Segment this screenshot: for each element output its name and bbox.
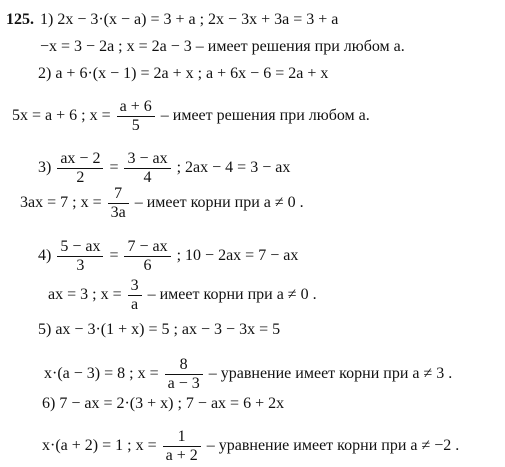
line-7 [38, 238, 298, 275]
line-2 [40, 37, 405, 57]
line-12-denominator: a + 2 [165, 447, 198, 464]
line-7-prefix: 4) [38, 247, 56, 265]
line-5-fraction-2-denominator: 4 [143, 169, 152, 186]
line-4-suffix: – имеет решения при любом a. [156, 107, 370, 125]
line-10-numerator: 8 [165, 356, 203, 375]
line-5-fraction-1-numerator: ax − 2 [57, 150, 103, 169]
line-5-prefix: 3) [38, 159, 56, 177]
line-10 [44, 356, 452, 393]
line-4-numerator: a + 6 [117, 98, 155, 117]
line-10-suffix: – уравнение имеет корни при a ≠ 3 . [204, 365, 453, 383]
line-5-equals: = [105, 159, 123, 177]
line-12-fraction [163, 428, 201, 465]
line-8-prefix: ax = 3 ; x = [48, 286, 126, 304]
line-6-suffix: – имеет корни при a ≠ 0 . [130, 194, 304, 212]
line-6-fraction [108, 185, 129, 222]
line-7-fraction-1-numerator: 5 − ax [57, 238, 103, 257]
line-4-fraction [117, 98, 155, 135]
line-9-text: 5) ax − 3·(1 + x) = 5 ; ax − 3 − 3x = 5 [38, 321, 281, 338]
line-11-text: 6) 7 − ax = 2·(3 + x) ; 7 − ax = 6 + 2x [42, 395, 285, 412]
line-9 [38, 320, 280, 340]
line-4-denominator: 5 [131, 117, 140, 134]
line-10-fraction [165, 356, 203, 393]
line-8-suffix: – имеет корни при a ≠ 0 . [143, 286, 317, 304]
line-10-prefix: x·(a − 3) = 8 ; x = [44, 365, 163, 383]
line-4 [12, 98, 370, 135]
line-8 [48, 277, 317, 314]
line-8-fraction [128, 277, 142, 314]
line-5-fraction-1-denominator: 2 [76, 169, 85, 186]
line-5-suffix: ; 2ax − 4 = 3 − ax [172, 159, 291, 177]
line-3 [38, 64, 328, 84]
line-6 [20, 185, 304, 222]
problem-number: 125. [6, 11, 34, 28]
line-7-equals: = [105, 247, 123, 265]
line-5-fraction-2-numerator: 3 − ax [124, 150, 170, 169]
line-12-prefix: x·(a + 2) = 1 ; x = [42, 437, 161, 455]
line-5 [38, 150, 290, 187]
line-7-fraction-2-denominator: 6 [143, 257, 152, 274]
line-12-numerator: 1 [163, 428, 201, 447]
line-7-suffix: ; 10 − 2ax = 7 − ax [172, 247, 299, 265]
line-12 [42, 428, 459, 465]
line-4-prefix: 5x = a + 6 ; x = [12, 107, 115, 125]
line-1-text: 1) 2x − 3·(x − a) = 3 + a ; 2x − 3x + 3a = 3 + a [40, 11, 339, 28]
line-8-numerator: 3 [128, 277, 142, 296]
line-10-denominator: a − 3 [167, 375, 200, 392]
line-6-denominator: 3a [110, 204, 126, 221]
line-7-fraction-2-numerator: 7 − ax [124, 238, 170, 257]
line-8-denominator: a [131, 296, 139, 313]
line-7-fraction-1-denominator: 3 [76, 257, 85, 274]
line-3-text: 2) a + 6·(x − 1) = 2a + x ; a + 6x − 6 = 2a + x [38, 65, 329, 82]
line-7-fraction-2 [124, 238, 170, 275]
line-6-prefix: 3ax = 7 ; x = [20, 194, 106, 212]
line-2-text: −x = 3 − 2a ; x = 2a − 3 – имеет решения при любом a. [40, 38, 405, 55]
line-7-fraction-1 [57, 238, 103, 275]
line-5-fraction-2 [124, 150, 170, 187]
line-6-numerator: 7 [108, 185, 129, 204]
line-1 [6, 10, 338, 30]
line-12-suffix: – уравнение имеет корни при a ≠ −2 . [202, 437, 460, 455]
line-11 [42, 394, 284, 414]
line-5-fraction-1 [57, 150, 103, 187]
